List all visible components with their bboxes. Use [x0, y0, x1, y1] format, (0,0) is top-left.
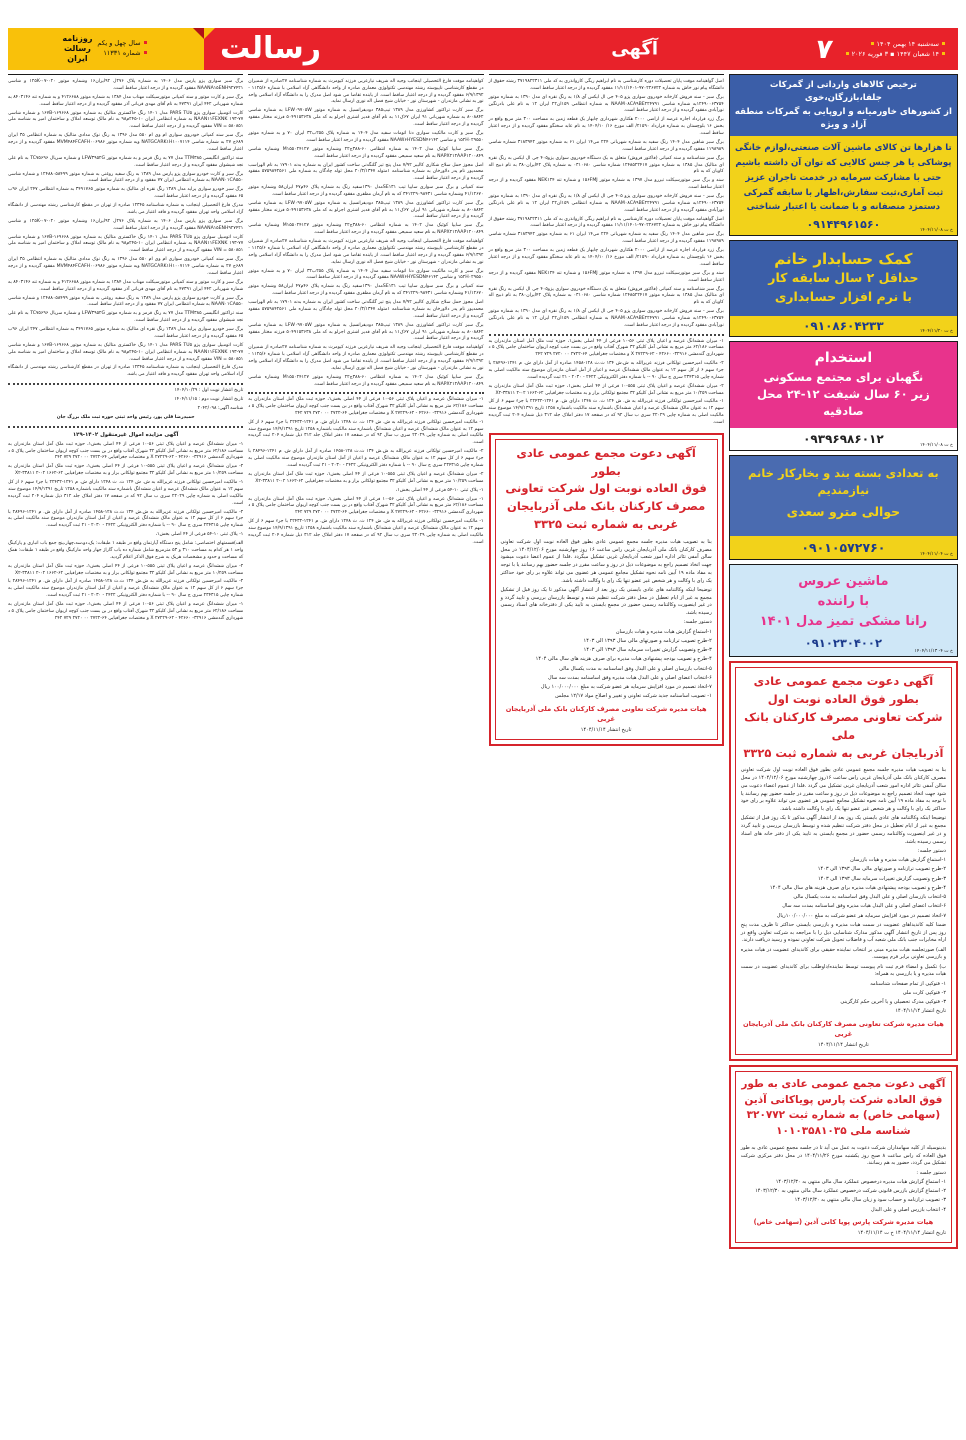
- ad-header-line: از کشورهای خاورمیانه و اروپایی به گمرکات منطقه آزاد و ویژه: [734, 106, 952, 130]
- ad-headline: کمک حسابدار خانم: [774, 250, 913, 269]
- ad-headline: استخدام: [814, 349, 873, 366]
- notice-body: [501, 539, 712, 701]
- classified-item: سند کمپانی و برگ سبز سواری سایپا تیب SE۱۳۱مدل ۱۳۹۰سفید رنگ به شماره پلاک ۴۶م۴۷ ایران۵۸ وشماره موتور ۴۱/۱۲۶۷۰ وشماره شاسی ۳۴۱۲۲۹۰۹۸۴۳۱ که به نام آرمان مظفری مفقود گردیده و از درجه اعتبار ساقط است.: [248, 284, 484, 297]
- notice-title-line: آگهی دعوت مجمع عمومی عادی بطور: [516, 445, 696, 478]
- notice-title-line: آذربایجان غربی به شماره ثبت ۳۳۲۵: [743, 745, 944, 760]
- notice-paragraph: ۴-طرح و تصویب بودجه پیشنهادی هیات مدیره برای صرف هزینه های سال مالی ۱۴۰۴: [769, 884, 947, 891]
- notice-paragraph: ۵-انتخاب بازرسان اصلی و علی البدل وفق اساسنامه به مدت یکسال مالی: [793, 894, 947, 901]
- ad-body: [730, 342, 957, 428]
- classified-item: مدرک فارغ التحصیلی اینجانب به شماره شناسنامه ۱۲۳۴۵ صادره از تهران در مقطع کارشناسی رشته مهندسی از دانشگاه آزاد اسلامی واحد تهران مفقود گردیده و فاقد اعتبار می باشد.: [8, 365, 244, 378]
- notice-inner-border: [735, 667, 952, 1055]
- ad-body-line: زیر ۶۰ سال شیفت ۱۲-۲۴ محل صادقیه: [756, 386, 930, 418]
- notice-paragraph: ۵-انتخاب بازرسان اصلی و علی البدل وفق اساسنامه به مدت یکسال مالی: [559, 665, 712, 672]
- classified-item: برگ سبز کارت تراکتور کشاورزی مدل ۱۳۸۹ تیپ۳۸۵ دودیفرانسیل به شماره موتور LFW۰۹۷۰۵W به شماره شاسی ۰۸۸۴۲-۸ به شماره شهربانی ۹۱ ایران ۶۷ک۱۱ به نام آقای قدیر اشتری اجرلو به کد ملی ۵۰۴۹۱۵۳۶۳۸ فرزند مختار مفقود گردیده و از درجه اعتبار ساقط است.: [248, 322, 484, 342]
- brand-title: رسالت: [220, 31, 322, 66]
- section-divider: [489, 334, 724, 336]
- publication-meta: [97, 39, 149, 59]
- ad-body: [730, 241, 957, 316]
- classified-item: سند و برگ سبز موتورسیکلت تیزرو مدل ۱۳۹۷ به شماره موتور ۱۵۶FMJ و شماره تنه NEK۱۲۴ مفقود گردیده و از درجه اعتبار ساقط است.: [488, 270, 724, 283]
- notice-paragraph: الف) صورتجلسه هیات مدیره مبنی بر انتخاب نماینده حقیقی برای کاندیدای عضویت در هیات مدیره و بازرسی تعاونی برابر فرم پیوست.: [740, 946, 947, 961]
- column-2: [248, 74, 483, 1434]
- publication-year: سال چهل و یکم: [97, 39, 141, 48]
- classified-item: برگ سبز - سند فروش کارخانه خودروی سواری پژو ۴۰۵ جی ال ایکس آی ۱/۸ به رنگ نقره ای مدل ۱۳۹۰ به شماره موتور ۱۲۴۹۰۰۶۳۷۵۴به شماره شاسی NAAM۰۸CA۹BE۲۲۴۷۹۱ به شماره انتظامی ۱۵۹ان۲۲ ایران ۱۲ به نام علی بادرنگین نورآبادی مفقود گردیده و از درجه اعتبار ساقط است.: [488, 194, 724, 213]
- notice-signature: هیات مدیره شرکت تعاونی مصرف کارکنان بانک ملی آذربایجان غربی: [742, 1020, 944, 1038]
- classified-item: برگ سبز خودرو سواری پراید مدل ۱۳۸۹ رنگ نقره ای متالیک به شماره موتور ۳۴۹۱۷۶۵ به شماره انتظامی ۲۴۷ ایران ۹۶ب ۶۵ مفقود گردیده و از درجه اعتبار ساقط است.: [8, 187, 244, 200]
- classified-item: برگ سبز شناسنامه و سند کمپانی (فاکتور فروش) متعلق به یک دستگاه خودروی سواری پژو۴۰۵ جی ال ایکس به رنگ نقره ای متالیک مدل ۱۳۸۵ به شماره موتور ۱۲۴۸۵۲۲۴۱۷ شماره شاسی ۰۳۱۰۶۸۰ به شماره پلاک ۴۲ایران۳۸۰ به نام ذبیح اله کاویان که به نام: [488, 286, 724, 306]
- legal-notice-paragraph: الف)قسمتهای اختصاصی: شامل پنج دستگاه آپارتمان واقع در طبقه ۱ طبقات: یک،دو،سه،چهار،پنج جمع باب انباری و پارکینگ واحد ۱ هر کدام به مساحت ۳۱۰ و ۵۳ مترمربع شامل شماره ده باب گاراژ جهار واحد مارکینگ واقع در طبقه ۱ طبقات: همک که مساحت و حدود و مشخصات هریک به شرح فوق الذکر اعلام گردید.: [8, 541, 244, 560]
- ad-phone[interactable]: ۰۹۱۴۴۹۶۱۵۶۰: [730, 217, 957, 235]
- notice-paragraph: ۶-انتخاب اعضای اصلی و علی البدل هیات مدیره وفق اساسنامه بمدت سه سال: [782, 903, 947, 910]
- classified-item: سند تراکتور انگلیسی TTM۳۸۵ مدل ۷۷ به رنگ قرمز و به شماره موتور LFW۳۹۵۲G و شماره سریال TC۷۵۶۹۶ به نام علی نجد شیشوان مفقود گردیده و از درجه اعتبار ساقط است.: [8, 311, 244, 324]
- notice-paragraph: ۳-طرح وتصویب گزارش تغییرات سرمایه سال ۱۳۹۳ الی ۱۴۰۳: [817, 875, 947, 882]
- legal-notice-paragraph: ۲- مالکیت امیرحسین تولکانی فرزند عزیزالله به ش.ش ۱۳۴ ث.ث ۱۲۸-۱۴۵۸ صادره از آمل دارای ش. م ۱۲۴۱-۲۸۴۹۶ با جزء سهم ۶ از کل سهم ۱۲ به عنوان مالک ششدانگ عرصه و اعیان از آمل استان مازندران موضوع سند مالکیت اصلی به شماره چاپی ۲۳۴۳۱۵ سری ج سال ۹۰ -- با شماره دفتر الکترونیکی ۲۴۲۲ - ۲۰۳۰ - ۲۱ ثبت گردیده است.: [248, 449, 484, 468]
- classified-item: اصل گواهینامه موقت پایان تحصیلات دوره کارشناسی به نام ابراهیم ریگی کاروانذری به کد ملی ۳۷۱۹۸۲۲۳۱۱ رشته حقوق از دانشگاه پیام نور خاش به شماره ۹۷۰۲۲۶۷۲۲-۱۱/۱۱/۱۴۰۱ مفقود گردیده و از درجه اعتبار ساقط است.: [488, 216, 724, 229]
- legal-notice-paragraph: ۱- میزان ششدانگ عرصه و اعیان پلاک ثبتی ۵۶-۱۰ فرعی از ۴۴ اصلی بخش۱، حوزه ثبت ملک آمل استان مازندران به مساحت ۶۲/۱۸۶ متر مربع به نشانی آمل کلیکو ۳۲ شهرک آفتاب واقع در بن بست جنب کوچه اریوان ساختمان جامی پلاک ۵ د شهرداری گندمشی ۳۲۹۱۶- ۴۲۶۶۰ - ۶۲-۲۷۲۲۹ X و مختصات جغرافیایی ۶۴-۲۷۲۲ ۰۰ ۲۷۲۰ ۷۲۹ ۲۴۲: [8, 441, 244, 461]
- classified-item: برگ سبز شناسنامه و سند کمپانی (فاکتور فروش) متعلق به یک دستگاه خودروی سواری پژو۴۰۵ جی ال ایکس به رنگ نقره ای متالیک مدل ۱۳۸۵ به شماره موتور ۱۲۴۸۵۲۲۴۱۷ شماره شاسی ۰۳۱۰۶۸۰ به شماره پلاک ۴۲ایران۳۸۰ به نام ذبیح اله کاویان که به نام: [488, 155, 724, 175]
- ad-body-line: با راننده: [817, 593, 870, 609]
- notice-date: تاریخ انتشار ۱۴۰۴/۱۱/۱۴: [818, 1041, 869, 1048]
- notice-title-line: بطور فوق العاده نوبت اول: [767, 692, 919, 707]
- page-number: ۷: [813, 33, 835, 65]
- publication-issue: شماره ۱۱۳۳۱: [103, 49, 141, 57]
- ad-wedding-car[interactable]: [729, 564, 958, 657]
- legal-notice-paragraph: ۱- پلاک ثبتی ۱۰-۵۴ فرعی از ۴۴ اصلی بخش۱،: [395, 487, 484, 493]
- ad-packers-wanted[interactable]: [729, 455, 958, 560]
- classified-list-1: [8, 79, 243, 625]
- ad-guard-wanted[interactable]: [729, 341, 958, 451]
- classified-item: برگ سبز کارت تراکتور کشاورزی مدل ۱۳۸۹ تیپ۳۸۵ دودیفرانسیل به شماره موتور LFW۰۹۷۰۵W به شماره شاسی ۰۸۸۴۲-۸ به شماره شهربانی ۹۱ ایران ۶۷ک۱۱ به نام آقای قدیر اشتری اجرلو به کد ملی ۵۰۴۹۱۵۳۶۳۸ فرزند مختار مفقود گردیده و از درجه اعتبار ساقط است.: [248, 200, 484, 220]
- ad-reference-code: خ ت ۱۴۰۴/۱۱/۰۸: [919, 443, 954, 449]
- notice-paragraph: ۴- انتخاب بازرس اصلی و علی البدل: [871, 1206, 947, 1213]
- ad-phone[interactable]: ۰۹۰۱۰۵۷۲۷۶۰: [730, 536, 957, 559]
- classified-item: برگ سبز شاهین مدل ۱۴۰۴ رنگ سفید به شماره شهربانی ۲۲۴ می۱۴ ایران ۶۱ به شماره موتور ۳۱۸۳۹۴۲ شماره شاسی ۱۱۹۸۹۸۹ مفقود گردیده و از درجه اعتبار ساقط است.: [488, 139, 724, 152]
- notice-paragraph: توضیحا اینکه وکالتنامه های عادی بایستی یک روز بعد از انتشار آگهی مذکور تا یک روز قبل از تشکیل مجمع به غیر از ایام تعطیل در محل دفتر شرکت تنظیم شده و توسط بازرسان بررسی و تایید گردد و در غیر اینصورت وکالتنامه رسمی حضور در مجمع بایستی به تایید یکی از دفتر خانه های اسناد رسمی رسیده باشد.: [740, 815, 947, 845]
- notice-title-line: آگهی دعوت مجمع عمومی عادی: [753, 674, 934, 689]
- classified-item: کارت اتومبیل سواری پژو PARS TU۵ مدل ۱۴۰۱ رنگ خاکستری متالیک به شماره موتور ۱۶۷B-۱۶۹۶۶۸ و شماره شاسی NAAN۱۱FEXNK ۱۹۳-۷۷ به شماره انتظامی ایران ۱۰-۲۴۵م۹۸ به نام مالک توسعه املاک و ساختمان امیر به شناسه ملی ۵۸۰۸۵۱ = VIN مفقود گردیده و از درجه اعتبار ساقط است.: [8, 342, 244, 362]
- notice-paragraph: ۷-اتخاذ تصمیم در مورد افزایش سرمایه هر عضو شرکت به مبلغ ۱۰۰/۰۰۰/۰۰۰ریال: [776, 912, 947, 919]
- notice-title-line: فوق العاده شرکت پارس پویاکانی آذین: [744, 1093, 943, 1106]
- notice-paragraph: ۱- استماع گزارش هیات مدیره درخصوص عملکرد سال مالی منتهی به ۱۴۰۳/۱۲/۳۰: [775, 1178, 947, 1185]
- legal-notice-paragraph: ۱- مالکیت امیرحسین تولکانی فرزند غزیرالله به ش. ش ۱۲۴ ث. ث ۱۲۴۸ دارای ش. م ۱۲۴۱-۲۲۴۳۲ با جزء سهم ۶ از کل سهم ۱۲ به عنوان مالک ششدانگ عرصه و اعیان ششدانگ باشماره سند مالکیت باشماره ۱۲۵۸ تاریخ ۱۴/۹/۱۳۹۱ موضوع سند مالکیت اصلی به شماره چاپی ۲۲۰۲۹ سری ب سال ۹۲ که در صفحه ۱۷ دفتر املاک جلد ۳۱۲ ذیل شماره ۲۰۴ ثبت گردیده است.: [248, 419, 484, 446]
- notice-body: [741, 1145, 946, 1215]
- notice-paragraph: ۳-طرح وتصویب گزارش تغییرات سرمایه سال ۱۳۹۳ الی ۱۴۰۳: [583, 647, 712, 654]
- legal-notice-paragraph: ۱- میزان ششدانگ عرصه و اعیان پلاک ثبتی ۵۶-۱۰ فرعی از ۴۴ اصلی بخش۱، حوزه ثبت ملک آمل استان مازندران به مساحت ۶۲/۱۸۶ متر مربع به نشانی آمل کلیکو ۳۲ شهرک آفتاب واقع در بن بست جنب کوچه اریوان ساختمان جامی پلاک ۵ د شهرداری گندمشی ۳۲۹۱۶- ۴۲۶۶۰ - ۶۲-۲۷۲۲۹ X و مختصات جغرافیایی ۶۴-۲۷۲۲ ۰۰ ۲۷۲۰ ۷۲۹ ۲۴۲: [8, 602, 244, 621]
- notice-inner-border: [495, 439, 718, 740]
- classified-item: برگ سبز سایپا کوئیک مدل ۱۴۰۲ به شماره انتظامی ۶۰-۳۸۸ج۲۲ وشماره موتور M۱۵۵۰۲۴۱۲۷ وشماره شاسی NAPX۲۱۲AAP۱۲۰۰۸۴۹ به نام سعید سمیعی مفقود گردیده و از درجه اعتبار ساقط است.: [248, 374, 484, 387]
- notice-paragraph: ۶-انتخاب اعضای اصلی و علی البدل هیات مدیره وفق اساسنامه بمدت سه سال: [548, 674, 712, 681]
- notice-paragraph: بنا به تصویب هیات مدیره جلسه مجمع عمومی عادی بطور فوق العاده نوبت اول شرکت تعاونی مصرف کارکنان بانک ملی آذربایجان غربی راس ساعت ۱۶ روز چهارشنبه مورخ ۱۴۰۴/۱۲/۰۶ در محل سالن آمفی تئاتر اداره امور شعب آذربایجان غربی تشکیل میگردد .فلذا از عموم اعضا دعوت میشود جهت اتخاذ تصمیم راجع به موضوعات ذیل در روز و ساعت مقرر در جلسه حضور بهم رسانند یا با توجه به مفاد ماده ۱۹ آیین نامه نحوه تشکیل مجامع عمومی هر عضوی می تواند علاوه بر رای خود حداکثر یک رای با وکالت و هر شخص غیر عضو تنها یک رای با وکالت داشته باشد.: [500, 538, 712, 584]
- classified-item: برگ سبز و کارت مالکیت سواری دنا اتومات سفید مدل ۱۴۰۴ به شماره پلاک ۲۵۵ب۳۲ ایران ۷۰ و به شماره موتور ۱۵۲H۰۲۹۵۵۰ و شاسی NAAW۶HYESDN۴۶۱۴۲ مفقود گردیده و از درجه اعتبار ساقط است.: [248, 130, 484, 143]
- publication-info: [62, 34, 149, 64]
- ad-body-line: حوالی مترو سعدی: [786, 503, 901, 519]
- notice-paragraph: ب) تکمیل و امضاء فرم ثبت نام پیوست توسط نماینده/داوطلب برای کاندیدای عضویت در سمت هیات مدیره و یا بازرسی به همراه:: [740, 963, 947, 978]
- masthead-red-band: [204, 28, 958, 70]
- notice-paragraph: ۷-اتخاذ تصمیم در مورد افزایش سرمایه هر عضو شرکت به مبلغ ۱۰۰/۰۰۰/۰۰۰ ریال: [540, 684, 712, 691]
- classified-item: برگ سبز سند کمپانی خودروی سواری ام وی ام ۵۵۰ مدل ۱۳۹۶ به رنگ نوک مدادی متالیک به شماره انتظامی ۳۵ ایران ۶۸۹ج ۲۷ به شماره شاسی NATGCARK۱H۱۰۰۷۱۱۴ وبه شماره موتور MVM۴۸۴FCAFH۰۰۶۹۸۶ مفقود گردیده و از درجه اعتبار ساقط است.: [8, 257, 244, 276]
- notice-paragraph: ۲- استماع گزارش بازرس قانونی شرکت درخصوص عملکرد سال مالی منتهی به ۱۴۰۳/۱۲/۳۰: [755, 1188, 947, 1195]
- classified-item: برگ سبز خودرو سواری پراید مدل ۱۳۸۹ رنگ نقره ای متالیک به شماره موتور ۳۴۹۱۷۶۵ به شماره انتظامی ۲۴۷ ایران ۹۶ب ۶۵ مفقود گردیده و از درجه اعتبار ساقط است.: [8, 327, 244, 339]
- classified-item: کارت اتومبیل سواری پژو PARS TU۵ مدل ۱۴۰۱ رنگ خاکستری متالیک به شماره موتور ۱۶۷B-۱۶۹۶۶۸ و شماره شاسی NAAN۱۱FEXNK ۱۹۳-۷۷ به شماره انتظامی ایران ۱۰-۲۴۵م۹۸ به نام مالک توسعه املاک و ساختمان امیر به شناسه ملی ۵۸۰۸۵۱ = VIN مفقود گردیده و از درجه اعتبار ساقط است.: [8, 234, 244, 254]
- notice-inner-border: [735, 1071, 952, 1243]
- notice-paragraph: تاریخ انتشار ۱۴۰۴/۱۱/۱۴: [895, 1008, 947, 1015]
- legal-notice-paragraph: ۲- مالکیت امیرحسین تولکانی فرزند عزیزالله به ش.ش ۱۳۴ ث.ث ۱۲۸-۱۴۵۸ صادره از آمل دارای ش. م ۱۲۴۱-۲۸۴۹۶ با جزء سهم ۶ از کل سهم ۱۲ به عنوان مالک ششدانگ عرصه و اعیان از آمل استان مازندران موضوع سند مالکیت اصلی به شماره چاپی ۲۳۴۳۱۵ سری ج سال ۹۰ -- با شماره دفتر الکترونیکی ۲۴۲۲ - ۲۰۳۰ - ۲۱ ثبت گردیده است.: [488, 361, 724, 380]
- ad-phone[interactable]: ۰۹۳۹۶۹۸۶۰۱۲: [730, 428, 957, 450]
- classified-item: برگ سبز سایپا کوئیک مدل ۱۴۰۲ به شماره انتظامی ۶۰-۳۸۸ج۲۲ وشماره موتور M۱۵۵۰۲۴۱۲۷ وشماره شاسی NAPX۲۱۲AAP۱۲۰۰۸۴۹ به نام سعید سمیعی مفقود گردیده و از درجه اعتبار ساقط است.: [248, 146, 484, 159]
- publication-logo: روزنامه رسالت ایران: [62, 34, 93, 63]
- notice-paragraph: ۱-استماع گزارش هیات مدیره و هیات بازرسان: [615, 628, 712, 635]
- ad-headline: به تعدادی بسته بند و بخارکار خانم نیازمندیم: [748, 466, 939, 497]
- notice-paragraph: بنا به تصویب هیات مدیره جلسه مجمع عمومی عادی بطور فوق العاده نوبت اول شرکت تعاونی مصرف کارکنان بانک ملی آذربایجان غربی راس ساعت ۱۶روز چهارشنبه مورخ ۱۴۰۴/۱۲/۰۶ در محل سالن آمفی تئاتر اداره امور شعب آذربایجان غربی تشکیل می گردد .فلذا از عموم اعضاء دعوت می شود جهت اتخاذ تصمیم راجع به موضوعات ذیل در روز و ساعت مقرر در جلسه حضور بهم رسانند یا با توجه به مفاد ماده ۱۹ آیین نامه نحوه تشکیل مجامع عمومی هر عضوی می تواند علاوه بر رای خود حداکثر یک رای با وکالت و هر شخص غیر عضو تنها یک رای با وکالت داشته باشد.: [740, 767, 947, 813]
- classified-item: مدرک فارغ التحصیلی اینجانب به شماره شناسنامه ۱۲۳۴۵ صادره از تهران در مقطع کارشناسی رشته مهندسی از دانشگاه آزاد اسلامی واحد تهران مفقود گردیده و فاقد اعتبار می باشد.: [8, 203, 244, 215]
- classified-item: برگ سبز - سند فروش کارخانه خودروی سواری پژو ۴۰۵ جی ال ایکس آی ۱/۸ به رنگ نقره ای مدل ۱۳۹۰ به شماره موتور ۱۲۴۹۰۰۶۳۷۵۴به شماره شاسی NAAM۰۸CA۹BE۲۲۴۷۹۱ به شماره انتظامی ۱۵۹ان۲۲ ایران ۱۲ به نام علی بادرنگین نورآبادی مفقود گردیده و از درجه اعتبار ساقط است.: [488, 309, 724, 328]
- notice-paragraph: ۴-طرح و تصویب بودجه پیشنهادی هیات مدیره برای صرف هزینه های سال مالی ۱۴۰۴: [535, 656, 712, 663]
- corner-triangle-icon: [193, 28, 204, 39]
- notice-title-line: (سهامی خاص) به شماره ثبت ۳۲۰۷۷۲: [746, 1109, 941, 1122]
- notice-paragraph: ۱-استماع گزارش هیات مدیره و هیات بازرسان: [850, 857, 947, 864]
- classified-item: سند کمپانی و برگ سبز سواری سایپا تیب SE۱۳۱مدل ۱۳۹۰سفید رنگ به شماره پلاک ۴۶م۴۷ ایران۵۸ وشماره موتور ۴۱/۱۲۶۷۰ وشماره شاسی ۳۴۱۲۲۹۰۹۸۴۳۱ که به نام آرمان مظفری مفقود گردیده و از درجه اعتبار ساقط است.: [248, 185, 484, 197]
- notice-body: [741, 767, 946, 1016]
- ad-import-clearance[interactable]: [729, 74, 958, 236]
- ad-body-line: تا هزارها تن کالای ماشین آلات صنعتی،لوازم خانگی: [735, 143, 952, 154]
- notice-paragraph: بدینوسیله از کلیه سهامداران شرکت دعوت به عمل می آید تا در جلسه مجمع عمومی عادی به طور فوق العاده که راس ساعت ۸ صبح روز یکشنبه مورخ ۱۴۰۴/۱۱/۲۶ در محل دفتر مرکزی شرکت تشکیل می گردد، حضور به هم رسانند.: [740, 1144, 947, 1167]
- ad-body-line: حداقل ۲ سال سابقه کار: [768, 270, 919, 286]
- ad-headline: ماشین عروس: [798, 573, 889, 589]
- assembly-notice-pars-pouya: [729, 1065, 958, 1249]
- ad-body-line: دستمزد منصفانه و با ضمانت یا اعتبار شناختی: [746, 202, 941, 213]
- ad-reference-code: خ ت ۱۴۰۴/۱۱/۲۰: [919, 328, 954, 334]
- masthead-publication-block: [8, 28, 204, 70]
- ad-phone[interactable]: ۰۹۱۰۲۳۰۴۰۰۲: [730, 635, 957, 656]
- legal-notice-paragraph: ۱- میزان ششدانگ عرصه و اعیان پلاک ثبتی ۵۶-۱۰ فرعی از ۴۴ اصلی بخش۱، حوزه ثبت ملک آمل استان مازندران به مساحت ۶۲/۱۸۶ متر مربع به نشانی آمل کلیکو ۳۲ شهرک آفتاب واقع در بن بست جنب کوچه اریوان ساختمان جامی پلاک ۵ د شهرداری گندمشی ۳۲۹۱۶- ۴۲۶۶۰ - ۶۲-۲۷۲۲۹ X و مختصات جغرافیایی ۶۴-۲۷۲۲ ۰۰ ۲۷۲۰ ۷۲۹ ۲۴۲: [488, 338, 724, 358]
- legal-notice-paragraph: ۲- میزان ششدانگ عرصه و اعیان پلاک ثبتی ۵۵۵-۱۰ فرعی از ۴۴ اصلی بخش۱، حوزه ثبت ملک آمل استان مازندران به مساحت ۱۰/۲۵۹ متر مربع به نشانی آمل کلیکو ۳۲ مجتمع تولکانی بزار و به مختصات جغرافیایی ۶۲-۱۶۶۲ X۲-۳۳۸۱۱ ۲-۰۲: [488, 383, 724, 396]
- classified-item: برگ سبز و کارت موتور و سند کمپانی موتورسیکلت مهناب مدل ۱۳۸۴ به شماره موتور ۴۱۲۶۶۸۸ و به شماره تنه ۸۴۰۳۱۴۶ به شماره شهربانی ۴۴۲ ایران ۴۷۳۹۱ به نام آقای مهدی قربانی آذر مفقود گردیده و از درجه اعتبار ساقط است.: [8, 94, 244, 107]
- notice-paragraph: دستور جلسه:: [917, 847, 947, 854]
- notice-title-line: شناسه ملی ۱۰۱۰۳۵۸۱۰۳۵: [776, 1125, 911, 1138]
- notice-paragraph: دستور جلسه :: [916, 1169, 947, 1176]
- legal-notice-paragraph: ۲- میزان ششدانگ عرصه و اعیان پلاک ثبتی ۵۵۵-۱۰ فرعی از ۴۴ اصلی بخش۱، حوزه ثبت ملک آمل استان مازندران به مساحت ۱۰/۲۵۹ متر مربع به نشانی آمل کلیکو ۳۲ مجتمع تولکانی بزار و به مختصات جغرافیایی ۶۲-۱۶۶۲ X۲-۳۳۸۱۱ ۲-۰۲: [248, 471, 484, 484]
- notice-paragraph: ۱- فتوکپی از تمام صفحات شناسنامه: [870, 980, 947, 987]
- notice-paragraph: توضیحا اینکه وکالتنامه های عادی بایستی یک روز بعد از انتشار آگهی مذکور تا یک روز قبل از تشکیل مجمع به غیر از ایام تعطیل در محل دفتر شرکت تنظیم شده و توسط بازرسان بررسی و تایید گردد و در غیر اینصورت وکالتنامه رسمی حضور در مجمع بایستی به تایید یکی از دفترخانه های اسناد رسمی رسیده باشد.: [500, 586, 712, 617]
- ad-header: [730, 75, 957, 136]
- ad-body-line: نگهبان برای مجتمع مسکونی: [763, 369, 924, 384]
- section-title: آگهی: [611, 38, 658, 60]
- classified-item: برگ سبز سایپا کوئیک مدل ۱۴۰۲ به شماره انتظامی ۶۰-۳۸۸ج۲۲ وشماره موتور M۱۵۵۰۲۴۱۲۷ وشماره شاسی NAPX۲۱۲AAP۱۲۰۰۸۴۹ به نام سعید سمیعی مفقود گردیده و از درجه اعتبار ساقط است.: [248, 223, 484, 236]
- notice-title: [501, 445, 712, 534]
- classified-item: اصل مجوز حمل سلاح شکاری کالیبر ۷/۹۲ مدل پنج تیر گلنگدنی ساخت کشور ایران به شماره بدنه ۱۷۹۰۱ به نام الهراسب محمدپور نام پدر دلاورخان به شماره شناسنامه ۱متولد ۲۰/۳/۱۳۴۷ محل تولد چادگان به شماره ملی ۵۷۵۹۸۴۲۵۶۱ مفقود گردیده و از درجه اعتبار ساقط است.: [248, 300, 484, 319]
- ad-body-line: حتی با مشارکت سرمایه در خدمت تاجران عزیز: [745, 172, 942, 183]
- classified-item: برگ سبز و کارت خودرو سواری پژو پارس مدل ۱۳۸۹ به رنگ سفید روغنی به شماره موتور ۱۲۴۸۸۰۵۸۴۹۹ و شماره شاسی NAAN۰۱CA۵۵۰ به شماره انتظامی ایران ۷۷ مفقود و از درجه اعتبار ساقط است.: [8, 171, 244, 184]
- notice-title-line: آگهی دعوت مجمع عمومی عادی به طور: [741, 1077, 946, 1090]
- notice-title-line: فوق العاده نوبت اول شرکت تعاونی: [505, 481, 707, 496]
- classified-item: برگ زرد قرارداد اجاره عرصه از اراضی ۲۰۰۰ هکتاری شهرداری چابهار یک قطعه زمین به مساحت ۳۰۰ متر مربع واقع در بخش ۱۶ بلوچستان به شماره قرارداد ۲۱۵۹۰/ الف مورخ ۱۶/ ۱۴۰۴/۱۰ به نام عابد سخنگو مفقود گردیده و از درجه اعتبار ساقط است.: [488, 248, 724, 267]
- notice-title-line: غربی به شماره ثبت ۳۳۲۵: [533, 517, 679, 532]
- column-3: [489, 74, 724, 1434]
- classified-item: اصل گواهینامه موقت پایان تحصیلات دوره کارشناسی به نام ابراهیم ریگی کاروانذری به کد ملی ۳۷۱۹۸۲۲۳۱۱ رشته حقوق از دانشگاه پیام نور خاش به شماره ۹۷۰۲۲۶۷۲۲-۱۱/۱۱/۱۴۰۱ مفقود گردیده و از درجه اعتبار ساقط است.: [488, 79, 724, 91]
- ad-reference-code: خ ت ۱۴۰۴/۱۱/۰۴: [919, 551, 954, 557]
- notice-title: [741, 673, 946, 762]
- column-rule: [8, 74, 243, 75]
- notice-paragraph: ۳- تصویب ترازنامه و حساب سود و زیان سال مالی منتهی به ۱۴۰۳/۱۲/۳۰: [794, 1197, 947, 1204]
- legal-notice-line: تاریخ انتشار نوبت دوم : ۱۴۰۴/۱۱/۱۵: [174, 397, 244, 403]
- page-columns: [8, 74, 958, 1434]
- notice-signature: هیات مدیره شرکت پارس پویا کانی آذین (سهامی خاص): [753, 1218, 934, 1227]
- notice-title-line: مصرف کارکنان بانک ملی آذربایجان: [507, 499, 706, 514]
- legal-notice-paragraph: ۱- میزان ششدانگ عرصه و اعیان پلاک ثبتی ۵۶-۱۰ فرعی از ۴۴ اصلی بخش۱، حوزه ثبت ملک آمل استان مازندران به مساحت ۶۲/۱۸۶ متر مربع به نشانی آمل کلیکو ۳۲ شهرک آفتاب واقع در بن بست جنب کوچه اریوان ساختمان جامی پلاک ۵ د شهرداری گندمشی ۳۲۹۱۶- ۴۲۶۶۰ - ۶۲-۲۷۲۲۹ X و مختصات جغرافیایی ۶۴-۲۷۲۲ ۰۰ ۲۷۲۰ ۷۲۹ ۲۴۲: [248, 397, 484, 416]
- classified-item: کارت اتومبیل سواری پژو PARS TU۵ مدل ۱۴۰۱ رنگ خاکستری متالیک به شماره موتور ۱۶۷B-۱۶۹۶۶۸ و شماره شاسی NAAN۱۱FEXNK ۱۹۳-۷۷ به شماره انتظامی ایران ۱۰-۲۴۵م۹۸ به نام مالک توسعه املاک و ساختمان امیر به شناسه ملی ۵۸۰۸۵۱ = VIN مفقود گردیده و از درجه اعتبار ساقط است.: [8, 110, 244, 130]
- section-divider: [248, 392, 483, 394]
- classified-item: برگ سبز کارت تراکتور کشاورزی مدل ۱۳۸۹ تیپ۳۸۵ دودیفرانسیل به شماره موتور LFW۰۹۷۰۵W به شماره شاسی ۰۸۸۴۲-۸ به شماره شهربانی ۹۱ ایران ۶۷ک۱۱ به نام آقای قدیر اشتری اجرلو به کد ملی ۵۰۴۹۱۵۳۶۳۸ فرزند مختار مفقود گردیده و از درجه اعتبار ساقط است.: [248, 108, 484, 127]
- column-1: [8, 74, 243, 1434]
- ad-body-line: ثبت آماری،ثبت سفارش،اظهار با سابقه گمرکی: [743, 187, 944, 198]
- legal-notice-line: شناسه آگهی: ۲۰۴۲/۰۹۸: [197, 406, 244, 412]
- masthead-dates: [843, 39, 948, 60]
- ad-body-line: رانا مشکی تمیز مدل ۱۴۰۱: [759, 614, 928, 630]
- classified-item: سند تراکتور انگلیسی TTM۳۸۵ مدل ۷۷ به رنگ قرمز و به شماره موتور LFW۳۹۵۲G و شماره سریال TC۷۵۶۹۶ به نام علی نجد شیشوان مفقود گردیده و از درجه اعتبار ساقط است.: [8, 155, 244, 168]
- classified-item: برگ سبز شاهین مدل ۱۴۰۴ رنگ سفید به شماره شهربانی ۲۲۴ می۱۴ ایران ۶۱ به شماره موتور ۳۱۸۳۹۴۲ شماره شاسی ۱۱۹۸۹۸۹ مفقود گردیده و از درجه اعتبار ساقط است.: [488, 232, 724, 245]
- legal-notice-paragraph: ۱- مالکیت امیرحسین تولکانی فرزند غزیرالله به ش. ش ۱۲۴ ث. ث ۱۲۴۸ دارای ش. م ۱۲۴۱-۲۲۴۳۲ با جزء سهم ۶ از کل سهم ۱۲ به عنوان مالک ششدانگ عرصه و اعیان ششدانگ باشماره سند مالکیت باشماره ۱۲۵۸ تاریخ ۱۴/۹/۱۳۹۱ موضوع سند مالکیت اصلی به شماره چاپی ۲۲۰۲۹ سری ب سال ۹۲ که در صفحه ۱۷ دفتر املاک جلد ۳۱۲ ذیل شماره ۲۰۴ ثبت گردیده است.: [488, 399, 724, 425]
- classified-item: برگ سبز و کارت مالکیت سواری دنا اتومات سفید مدل ۱۴۰۴ به شماره پلاک ۲۵۵ب۳۲ ایران ۷۰ و به شماره موتور ۱۵۲H۰۲۹۵۵۰ و شاسی NAAW۶HYESDN۴۶۱۴۲ مفقود گردیده و از درجه اعتبار ساقط است.: [248, 268, 484, 281]
- classified-item: برگ زرد قرارداد اجاره عرصه از اراضی ۲۰۰۰ هکتاری شهرداری چابهار یک قطعه زمین به مساحت ۳۰۰ متر مربع واقع در بخش ۱۶ بلوچستان به شماره قرارداد ۲۱۵۹۰/ الف مورخ ۱۶/ ۱۴۰۴/۱۰ به نام عابد سخنگو مفقود گردیده و از درجه اعتبار ساقط است.: [488, 117, 724, 136]
- notice-date: تاریخ انتشار ۱۴۰۴/۱۱/۱۴ خ ت ۱۴۰۴/۱۱/۱۴: [857, 1230, 947, 1237]
- date-solar: سه‌شنبه ۱۴ بهمن ۱۴۰۴: [876, 39, 939, 48]
- notice-signature: هیات مدیره شرکت تعاونی مصرف کارکنان بانک ملی آذربایجان غربی: [505, 705, 707, 724]
- legal-notice-line: تاریخ انتشار نوبت اول : ۱۴۰۴/۱۰/۲۹: [174, 388, 244, 394]
- classified-item: برگ سبز سند کمپانی خودروی سواری ام وی ام ۵۵۰ مدل ۱۳۹۶ به رنگ نوک مدادی متالیک به شماره انتظامی ۳۵ ایران ۶۸۹ج ۲۷ به شماره شاسی NATGCARK۱H۱۰۰۷۱۱۴ وبه شماره موتور MVM۴۸۴FCAFH۰۰۶۹۸۶ مفقود گردیده و از درجه اعتبار ساقط است.: [8, 133, 244, 152]
- assembly-notice-bank-melli-mid: [489, 433, 724, 746]
- classified-item: برگ سبز سواری پژو پارس مدل ۱۴۰۶ به شماره پلاک ۲۷۶ل ۹۲ایران۱۶ وشماره موتور ۰۲۰-۰۷-۱۲۵K و شاسی NAANA۱۵ENH۹۲۷۴۲۱ مفقود گردیده و از درجه اعتبار ساقط است.: [8, 218, 244, 231]
- ad-reference-code: خ ت ۱۴۰۴/۱۱/۰۸: [919, 228, 954, 234]
- notice-paragraph: ضمنا کلیه کاندیداهای عضویت در سمت هیات مدیره و بازرسی بایستی حداکثر تا ظرف مدت پنج روز پس از تاریخ انتشار آگهی مذکور مدارک شناسایی ذیل را با مراجعه به شرکت تعاونی واقع در اراه مخابرات جنب بانک ملی شعبه آب و فاضلاب تحویل شرکت تعاونی نموده و رسید دریافت دارند.: [740, 921, 947, 944]
- assembly-notice-bank-melli: [729, 661, 958, 1061]
- legal-notice-paragraph: ۲- مالکیت امیرحسین تولکانی فرزند عزیزالله به ش.ش ۱۳۴ ث.ث ۱۲۸-۱۴۵۸ صادره از آمل دارای ش. م ۱۲۴۱-۲۸۴۹۶ با جزء سهم ۶ از کل سهم ۱۲ به عنوان مالک ششدانگ عرصه و اعیان از آمل استان مازندران موضوع سند مالکیت اصلی به شماره چاپی ۲۳۴۳۱۵ سری ج سال ۹۰ -- با شماره دفتر الکترونیکی ۲۴۲۲ - ۲۰۳۰ - ۲۱ ثبت گردیده است.: [8, 509, 244, 529]
- legal-notice-paragraph: ۱- میزان ششدانگ عرصه و اعیان پلاک ثبتی ۵۶-۱۰ فرعی از ۴۴ اصلی بخش۱، حوزه ثبت ملک آمل استان مازندران به مساحت ۶۲/۱۸۶ متر مربع به نشانی آمل کلیکو ۳۲ شهرک آفتاب واقع در بن بست جنب کوچه اریوان ساختمان جامی پلاک ۵ د شهرداری گندمشی ۳۲۹۱۶- ۴۲۶۶۰ - ۶۲-۲۷۲۲۹ X و مختصات جغرافیایی ۶۴-۲۷۲۲ ۰۰ ۲۷۲۰ ۷۲۹ ۲۴۲: [248, 496, 484, 516]
- ad-body-line: پوشاکی یا هر جنس کالایی که توان آن داشته باشیم: [735, 158, 952, 169]
- section-divider: [8, 426, 243, 428]
- notice-title-line: شرکت تعاونی مصرف کارکنان بانک ملی: [744, 709, 943, 742]
- ad-header-line: ترخیص کالاهای وارداتی از گمرکات جلفا،بازرگان،خوی: [769, 80, 917, 104]
- notice-paragraph: ۲-طرح تصویب ترازنامه و صورتهای مالی سال ۱۳۹۳ الی ۱۴۰۳: [817, 866, 947, 873]
- notice-title: [741, 1077, 946, 1140]
- classified-item: برگ سبز - سند فروش کارخانه خودروی سواری پژو ۴۰۵ جی ال ایکس آی ۱/۸ به رنگ نقره ای مدل ۱۳۹۰ به شماره موتور ۱۲۴۹۰۰۶۳۷۵۴به شماره شاسی NAAM۰۸CA۹BE۲۲۴۷۹۱ به شماره انتظامی ۱۵۹ان۲۲ ایران ۱۲ به نام علی بادرنگین نورآبادی مفقود گردیده و از درجه اعتبار ساقط است.: [488, 94, 724, 114]
- notice-paragraph: ۳- فتوکپی مدرک تحصیلی و یا آخرین حکم کارگزینی: [840, 999, 947, 1006]
- ad-body: [730, 456, 957, 536]
- legal-notice-paragraph: ۱- مالکیت امیرحسین تولکانی فرزند غزیرالله به ش. ش ۱۲۴ ث. ث ۱۲۴۸ دارای ش. م ۱۲۴۱-۲۲۴۳۲ با جزء سهم ۶ از کل سهم ۱۲ به عنوان مالک ششدانگ عرصه و اعیان ششدانگ باشماره سند مالکیت باشماره ۱۲۵۸ تاریخ ۱۴/۹/۱۳۹۱ موضوع سند مالکیت اصلی به شماره چاپی ۲۲۰۲۹ سری ب سال ۹۲ که در صفحه ۱۷ دفتر املاک جلد ۳۱۲ ذیل شماره ۲۰۴ ثبت گردیده است.: [8, 480, 244, 506]
- notice-paragraph: ۲- فتوکپی کارت ملی: [902, 989, 947, 996]
- section-divider: [8, 383, 243, 385]
- legal-notice-paragraph: ۲- میزان ششدانگ عرصه و اعیان پلاک ثبتی ۵۵۵-۱۰ فرعی از ۴۴ اصلی بخش۱، حوزه ثبت ملک آمل استان مازندران به مساحت ۱۰/۲۵۹ متر مربع به نشانی آمل کلیکو ۳۲ مجتمع تولکانی بزار و به مختصات جغرافیایی ۶۲-۱۶۶۲ X۲-۳۳۸۱۱ ۲-۰۲: [8, 464, 244, 477]
- notice-paragraph: ۲-طرح تصویب ترازنامه و صورتهای مالی سال ۱۳۹۳ الی ۱۴۰۳: [583, 637, 712, 644]
- legal-notice-paragraph: ۱- پلاک ثبتی ۱۰-۵۴ فرعی از ۴۴ اصلی بخش۱،: [155, 532, 244, 538]
- ad-accountant-wanted[interactable]: [729, 240, 958, 337]
- classified-list-3: [489, 79, 724, 429]
- ad-reference-code: خ ت ۴- ۱۴۰۴/۱۱/۱۳: [914, 649, 954, 655]
- classified-item: کواهینامه موقت فارغ التحصیلی اینجانب وجیه اله شریف نیارعربی فرزند کیومرث به شماره شناسنامه ۲۷صادره از شمیران در مقطع کارشناسی ناپیوسته رشته مهندسی تکنولوژی معماری صادره از واحد دانشگاهی آزاد اسلامی با شماره ۱۱۲۵/۶ - ۶/۹/۱۳۹۲ مفقود گردیده و از درجه اعتبار ساقط است. از یابنده تقاضا می شود اصل مدرک را به دانشگاه آزاد اسلامی واحد نور به نشانی مازندران - شهرستان نور - خیابان شیخ فضل اله نوری ارسال نماید.: [248, 345, 484, 371]
- page-number-block: [812, 33, 952, 65]
- notice-date: تاریخ انتشار ۱۴۰۴/۱۱/۱۴: [580, 726, 632, 733]
- classified-item: برگ سبز سواری پژو پارس مدل ۱۴۰۶ به شماره پلاک ۲۷۶ل ۹۲ایران۱۶ وشماره موتور ۰۲۰-۰۷-۱۲۵K و شاسی NAANA۱۵ENH۹۲۷۴۲۱ مفقود گردیده و از درجه اعتبار ساقط است.: [8, 79, 244, 91]
- legal-notice-signature: حمیدرضا قلی پور، رئیس واحد ثبتی حوزه ثبت ملک بزرگ جان: [56, 415, 195, 421]
- notice-paragraph: ۱- تصویب اساسنامه جدید شرکت تعاونی و تغییر و اصلاح مواد ۱۲/۱۷ مجلس: [555, 693, 712, 700]
- legal-notice-paragraph: ۲- میزان ششدانگ عرصه و اعیان پلاک ثبتی ۵۵۵-۱۰ فرعی از ۴۴ اصلی بخش۱، حوزه ثبت ملک آمل استان مازندران به مساحت ۱۰/۲۵۹ متر مربع به نشانی آمل کلیکو ۳۲ مجتمع تولکانی بزار و به مختصات جغرافیایی ۶۲-۱۶۶۲ X۲-۳۳۸۱۱ ۲-۰۲: [8, 563, 244, 576]
- masthead: [8, 28, 958, 70]
- legal-notice-paragraph: ۱- مالکیت امیرحسین تولکانی فرزند غزیرالله به ش. ش ۱۲۴ ث. ث ۱۲۴۸ دارای ش. م ۱۲۴۱-۲۲۴۳۲ با جزء سهم ۶ از کل سهم ۱۲ به عنوان مالک ششدانگ عرصه و اعیان ششدانگ باشماره سند مالکیت باشماره ۱۲۵۸ تاریخ ۱۴/۹/۱۳۹۱ موضوع سند مالکیت اصلی به شماره چاپی ۲۲۰۲۹ سری ب سال ۹۲ که در صفحه ۱۷ دفتر املاک جلد ۳۱۲ ذیل شماره ۲۰۴ ثبت گردیده است.: [248, 519, 484, 545]
- classified-item: سند و برگ سبز موتورسیکلت تیزرو مدل ۱۳۹۷ به شماره موتور ۱۵۶FMJ و شماره تنه NEK۱۲۴ مفقود گردیده و از درجه اعتبار ساقط است.: [488, 178, 724, 191]
- ad-body: [730, 565, 957, 635]
- classified-item: کواهینامه موقت فارغ التحصیلی اینجانب وجیه اله شریف نیارعربی فرزند کیومرث به شماره شناسنامه ۲۷صادره از شمیران در مقطع کارشناسی ناپیوسته رشته مهندسی تکنولوژی معماری صادره از واحد دانشگاهی آزاد اسلامی با شماره ۱۱۲۵/۶ - ۶/۹/۱۳۹۲ مفقود گردیده و از درجه اعتبار ساقط است. از یابنده تقاضا می شود اصل مدرک را به دانشگاه آزاد اسلامی واحد نور به نشانی مازندران - شهرستان نور - خیابان شیخ فضل اله نوری ارسال نماید.: [248, 239, 484, 265]
- legal-notice-heading: آگهی مزایده اموال غیرمنقول ۱۴۰۲-۱۲۹: [72, 431, 179, 438]
- classified-list-2: [248, 79, 483, 549]
- column-4-ads: [729, 74, 958, 1434]
- column-rule: [248, 74, 483, 75]
- classified-item: برگ سبز و کارت خودرو سواری پژو پارس مدل ۱۳۸۹ به رنگ سفید روغنی به شماره موتور ۱۲۴۸۸۰۵۸۴۹۹ و شماره شاسی NAAN۰۱CA۵۵۰ به شماره انتظامی ایران ۷۷ مفقود و از درجه اعتبار ساقط است.: [8, 295, 244, 308]
- corner-triangle-left-icon: [204, 28, 215, 39]
- column-rule: [489, 74, 724, 75]
- date-lunar-gregorian: ۱۴ شعبان ۱۴۴۷ ▪ ۳ فوریه ۲۰۲۶: [851, 50, 939, 58]
- ad-body-line: با نرم افزار حسابداری: [774, 289, 912, 305]
- notice-paragraph: دستور جلسه:: [683, 619, 712, 626]
- classified-item: برگ سبز و کارت موتور و سند کمپانی موتورسیکلت مهناب مدل ۱۳۸۴ به شماره موتور ۴۱۲۶۶۸۸ و به شماره تنه ۸۴۰۳۱۴۶ به شماره شهربانی ۴۴۲ ایران ۴۷۳۹۱ به نام آقای مهدی قربانی آذر مفقود گردیده و از درجه اعتبار ساقط است.: [8, 279, 244, 292]
- ad-phone[interactable]: ۰۹۱۰۸۶۰۴۲۳۳: [730, 316, 957, 336]
- legal-notice-paragraph: ۲- مالکیت امیرحسین تولکانی فرزند عزیزالله به ش.ش ۱۳۴ ث.ث ۱۲۸-۱۴۵۸ صادره از آمل دارای ش. م ۱۲۴۱-۲۸۴۹۶ با جزء سهم ۶ از کل سهم ۱۲ به عنوان مالک ششدانگ عرصه و اعیان از آمل استان مازندران موضوع سند مالکیت اصلی به شماره چاپی ۲۳۴۳۱۵ سری ج سال ۹۰ -- با شماره دفتر الکترونیکی ۲۴۲۲ - ۲۰۳۰ - ۲۱ ثبت گردیده است.: [8, 579, 244, 599]
- ad-body: [730, 136, 957, 217]
- classified-item: کواهینامه موقت فارغ التحصیلی اینجانب وجیه اله شریف نیارعربی فرزند کیومرث به شماره شناسنامه ۲۷صادره از شمیران در مقطع کارشناسی ناپیوسته رشته مهندسی تکنولوژی معماری صادره از واحد دانشگاهی آزاد اسلامی با شماره ۱۱۲۵/۶ - ۶/۹/۱۳۹۲ مفقود گردیده و از درجه اعتبار ساقط است. از یابنده تقاضا می شود اصل مدرک را به دانشگاه آزاد اسلامی واحد نور به نشانی مازندران - شهرستان نور - خیابان شیخ فضل اله نوری ارسال نماید.: [248, 79, 484, 105]
- classified-item: اصل مجوز حمل سلاح شکاری کالیبر ۷/۹۲ مدل پنج تیر گلنگدنی ساخت کشور ایران به شماره بدنه ۱۷۹۰۱ به نام الهراسب محمدپور نام پدر دلاورخان به شماره شناسنامه ۱متولد ۲۰/۳/۱۳۴۷ محل تولد چادگان به شماره ملی ۵۷۵۹۸۴۲۵۶۱ مفقود گردیده و از درجه اعتبار ساقط است.: [248, 162, 484, 182]
